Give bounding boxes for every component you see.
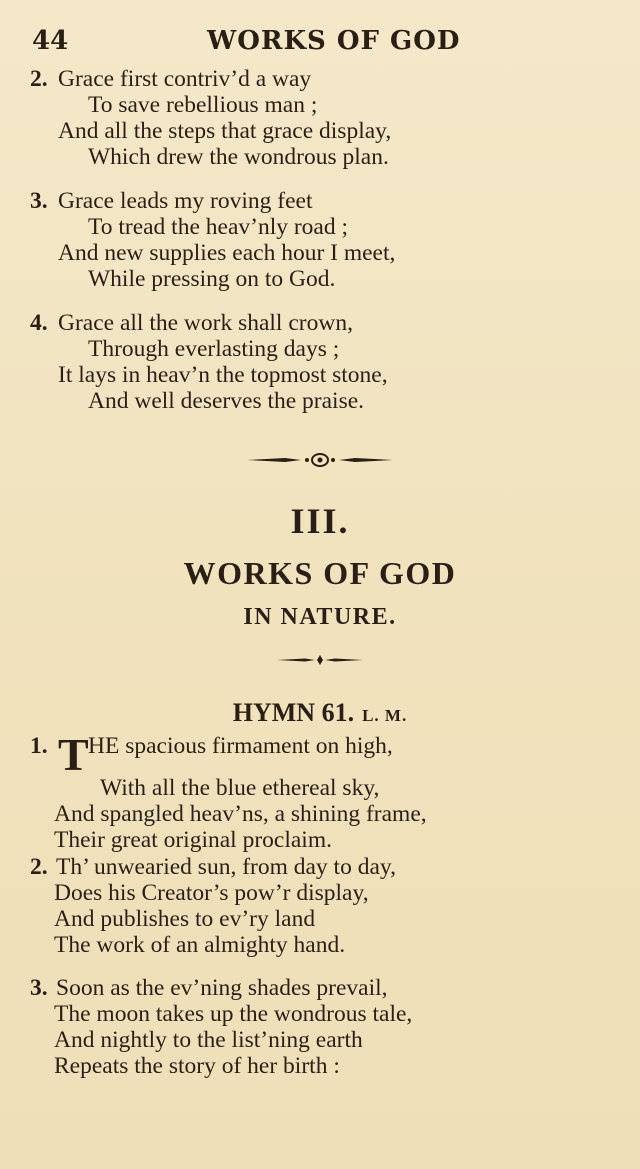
page-number: 44 bbox=[32, 26, 69, 56]
stanza-number: 3. bbox=[30, 975, 48, 1001]
drop-cap: T bbox=[58, 729, 89, 780]
verse-line: And nightly to the list’ning earth bbox=[54, 1027, 363, 1053]
stanza-3-top bbox=[30, 188, 620, 292]
hymn-heading bbox=[0, 698, 640, 728]
verse-line: Which drew the wondrous plan. bbox=[88, 144, 389, 170]
verse-line: Through everlasting days ; bbox=[88, 336, 340, 362]
verse-line: Soon as the ev’ning shades prevail, bbox=[56, 975, 388, 1001]
page-header bbox=[0, 24, 640, 60]
hymn-title: HYMN 61. bbox=[232, 698, 355, 727]
verse-line: To tread the heav’nly road ; bbox=[88, 214, 349, 240]
verse-line: And publishes to ev’ry land bbox=[54, 906, 316, 932]
verse-line: Does his Creator’s pow’r display, bbox=[54, 880, 369, 906]
stanza-number: 4. bbox=[30, 310, 48, 336]
verse-line: With all the blue ethereal sky, bbox=[100, 775, 380, 801]
stanza-number: 2. bbox=[30, 66, 48, 92]
verse-line: Repeats the story of her birth : bbox=[54, 1053, 340, 1079]
verse-line: Th’ unwearied sun, from day to day, bbox=[56, 854, 396, 880]
hymn-stanza-1 bbox=[30, 729, 620, 853]
hymn-stanza-3 bbox=[30, 975, 620, 1079]
stanza-4-top bbox=[30, 310, 620, 414]
small-ornament-icon bbox=[0, 653, 640, 667]
hymn-stanza-2 bbox=[30, 854, 620, 958]
verse-line: While pressing on to God. bbox=[88, 266, 336, 292]
section-title: WORKS OF GOD bbox=[183, 555, 457, 591]
verse-line: To save rebellious man ; bbox=[88, 92, 318, 118]
verse-line: And well deserves the praise. bbox=[88, 388, 365, 414]
verse-line: It lays in heav’n the topmost stone, bbox=[58, 362, 388, 388]
verse-line: The moon takes up the wondrous tale, bbox=[54, 1001, 413, 1027]
hymn-meter: L. M. bbox=[362, 706, 408, 725]
stanza-number: 3. bbox=[30, 188, 48, 214]
stanza-number: 2. bbox=[30, 854, 48, 880]
stanza-2-top bbox=[30, 66, 620, 170]
verse-line: Grace first contriv’d a way bbox=[58, 66, 312, 92]
verse-line: And new supplies each hour I meet, bbox=[58, 240, 396, 266]
running-head: WORKS OF GOD bbox=[207, 26, 461, 56]
verse-line: And all the steps that grace display, bbox=[58, 118, 392, 144]
section-subtitle: IN NATURE. bbox=[243, 604, 397, 630]
verse-line: Grace leads my roving feet bbox=[58, 188, 313, 214]
verse-line: Grace all the work shall crown, bbox=[58, 310, 353, 336]
section-number: III. bbox=[290, 501, 350, 541]
verse-line: HE spacious firmament on high, bbox=[88, 733, 393, 759]
verse-line: Their great original proclaim. bbox=[54, 827, 332, 853]
verse-line: And spangled heav’ns, a shining frame, bbox=[54, 801, 427, 827]
stanza-number: 1. bbox=[30, 733, 48, 759]
verse-line: The work of an almighty hand. bbox=[54, 932, 346, 958]
ornament-divider-icon bbox=[0, 450, 640, 470]
